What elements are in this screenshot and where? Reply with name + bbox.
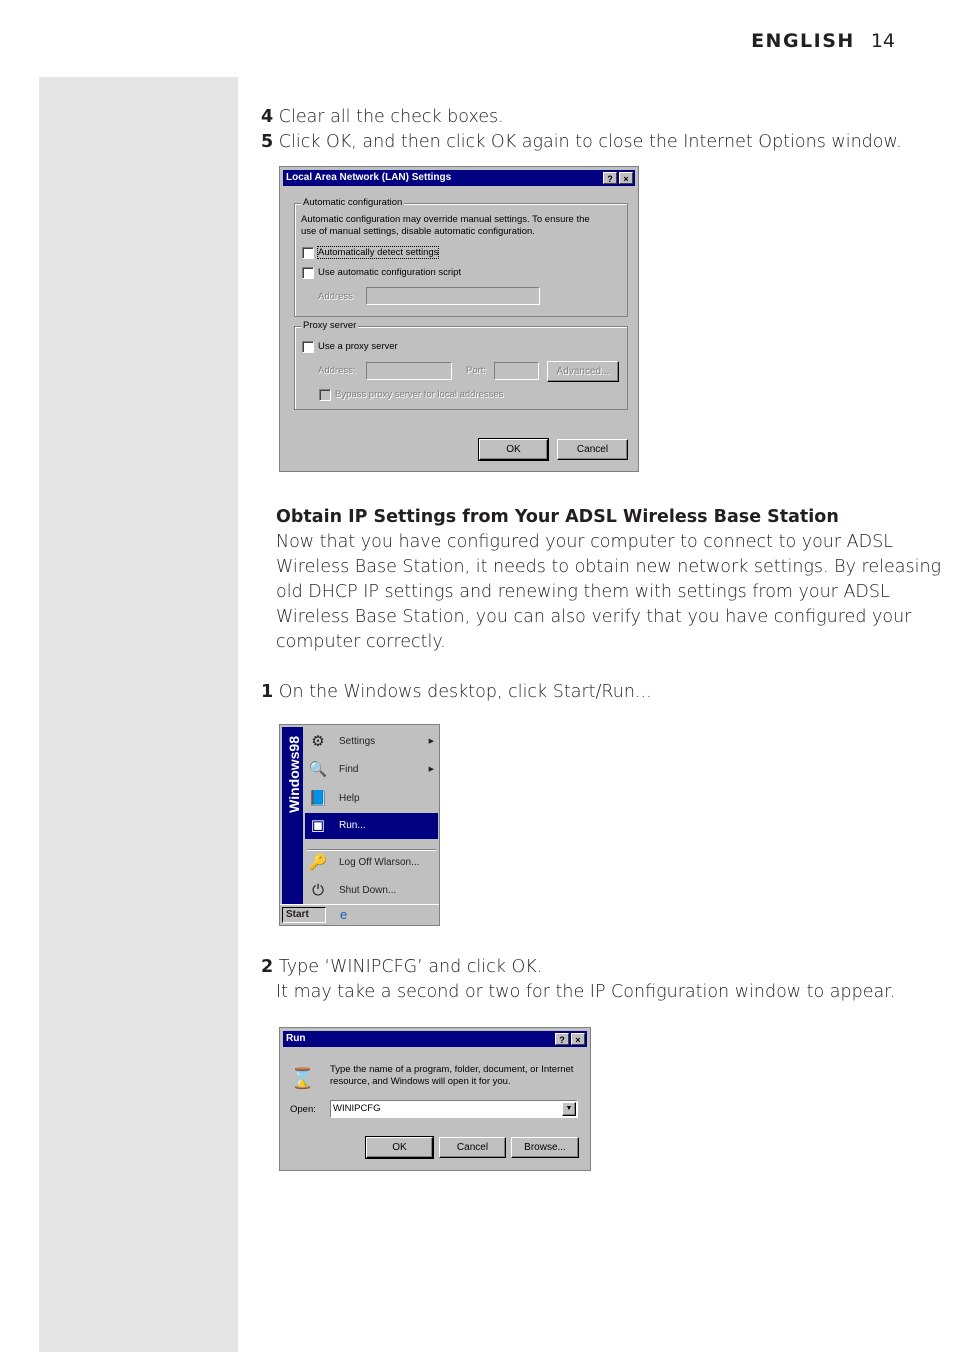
windows98-brand: Windows98 [286, 736, 302, 813]
group-label: Automatic configuration [303, 197, 403, 208]
start-button[interactable]: Start [282, 907, 326, 923]
bypass-checkbox[interactable] [319, 389, 331, 401]
auto-detect-checkbox[interactable] [302, 247, 314, 259]
section-line: old DHCP IP settings and renewing them with settings from your ADSL [276, 582, 890, 602]
start-menu-banner [282, 727, 303, 905]
run-icon: ▣ [310, 817, 326, 834]
menu-item-find[interactable] [305, 757, 438, 783]
ok-button[interactable]: OK [366, 1137, 433, 1158]
use-proxy-checkbox[interactable] [302, 341, 314, 353]
step-number: 5 [261, 132, 274, 152]
shut-down-icon: ⏻ [312, 882, 324, 899]
run-dialog-title: Run [286, 1033, 306, 1044]
bypass-label: Bypass proxy server for local addresses [335, 389, 504, 400]
address-label: Address [318, 291, 353, 302]
step-number: 1 [261, 682, 274, 702]
auto-detect-label: Automatically detect settings [318, 247, 439, 258]
advanced-button[interactable]: Advanced... [547, 361, 619, 382]
step-note: It may take a second or two for the IP Configuration window to appear. [276, 982, 896, 1002]
ok-button[interactable]: OK [479, 439, 548, 460]
section-line: computer correctly. [276, 632, 446, 652]
open-label: Open: [290, 1104, 316, 1115]
find-icon: 🔍 [308, 761, 328, 778]
page-header [751, 30, 895, 52]
taskbar [280, 904, 439, 925]
help-button[interactable]: ? [603, 172, 617, 184]
step-text: Click OK, and then click OK again to close the Internet Options window. [278, 132, 902, 152]
step-text: Clear all the check boxes. [278, 107, 504, 127]
section-block [276, 505, 941, 655]
browse-button[interactable]: Browse... [511, 1137, 579, 1158]
port-input[interactable] [494, 362, 539, 380]
menu-item-help[interactable] [305, 786, 438, 812]
menu-item-label: Settings [339, 736, 376, 747]
settings-icon: ⚙ [311, 733, 325, 750]
menu-item-run[interactable] [305, 813, 438, 839]
step-text: Type ‘WINIPCFG’ and click OK. [278, 957, 543, 977]
auto-script-checkbox[interactable] [302, 267, 314, 279]
auto-config-description: Automatic configuration may override manual settings. To ensure the [301, 214, 590, 225]
start-menu [279, 724, 440, 926]
log-off-key-icon: 🔑 [308, 854, 328, 871]
step-5 [261, 130, 902, 155]
cancel-button[interactable]: Cancel [557, 439, 628, 460]
open-input-value[interactable]: WINIPCFG [333, 1103, 381, 1114]
submenu-arrow-icon: ▶ [428, 766, 434, 773]
submenu-arrow-icon: ▶ [428, 738, 434, 745]
step-2 [261, 955, 895, 1005]
proxy-address-label: Address: [318, 365, 356, 376]
step-text: On the Windows desktop, click Start/Run... [278, 682, 652, 702]
step-number: 4 [261, 107, 274, 127]
help-book-icon: 📘 [308, 790, 328, 807]
page-number: 14 [870, 30, 895, 52]
run-description: Type the name of a program, folder, document, or Internet [330, 1064, 574, 1075]
section-heading: Obtain IP Settings from Your ADSL Wireless Base Station [276, 507, 839, 527]
lan-settings-dialog [279, 166, 639, 472]
proxy-address-input[interactable] [366, 362, 452, 380]
run-hourglass-icon: ⌛ [290, 1068, 315, 1090]
language-label: ENGLISH [751, 30, 855, 52]
section-line: Wireless Base Station, it needs to obtain new network settings. By releasing [276, 557, 942, 577]
menu-item-label: Find [339, 764, 359, 775]
run-dialog-titlebar [283, 1031, 587, 1047]
lan-dialog-title: Local Area Network (LAN) Settings [286, 172, 452, 183]
cancel-button[interactable]: Cancel [439, 1137, 506, 1158]
menu-item-shut-down[interactable] [305, 878, 438, 904]
auto-script-label: Use automatic configuration script [318, 267, 462, 278]
group-label: Proxy server [303, 320, 357, 331]
lan-dialog-titlebar [283, 170, 635, 186]
port-label: Port: [466, 365, 487, 376]
open-combobox[interactable] [330, 1100, 578, 1118]
script-address-input[interactable] [366, 287, 540, 305]
proxy-server-group [294, 320, 628, 410]
menu-item-settings[interactable] [305, 729, 438, 755]
menu-item-label: Help [339, 793, 360, 804]
close-button[interactable]: × [619, 172, 633, 184]
help-button[interactable]: ? [555, 1033, 569, 1045]
section-line: Wireless Base Station, you can also verify that you have configured your [276, 607, 912, 627]
auto-config-description: use of manual settings, disable automatic configuration. [301, 226, 535, 237]
menu-item-label: Run... [339, 820, 366, 831]
automatic-configuration-group [294, 197, 628, 317]
section-line: Now that you have configured your computer to connect to your ADSL [276, 532, 893, 552]
step-4 [261, 105, 504, 130]
step-1 [261, 680, 652, 705]
menu-item-label: Log Off Wlarson... [339, 857, 420, 868]
run-description: resource, and Windows will open it for you. [330, 1076, 511, 1087]
use-proxy-label: Use a proxy server [318, 341, 398, 352]
close-button[interactable]: × [571, 1033, 585, 1045]
left-margin-bar [39, 77, 238, 1352]
internet-explorer-icon[interactable]: e [340, 907, 348, 922]
run-dialog [279, 1027, 591, 1171]
menu-item-log-off[interactable] [305, 850, 438, 876]
menu-item-label: Shut Down... [339, 885, 397, 896]
step-number: 2 [261, 957, 274, 977]
dropdown-arrow-icon[interactable]: ▼ [562, 1102, 576, 1116]
